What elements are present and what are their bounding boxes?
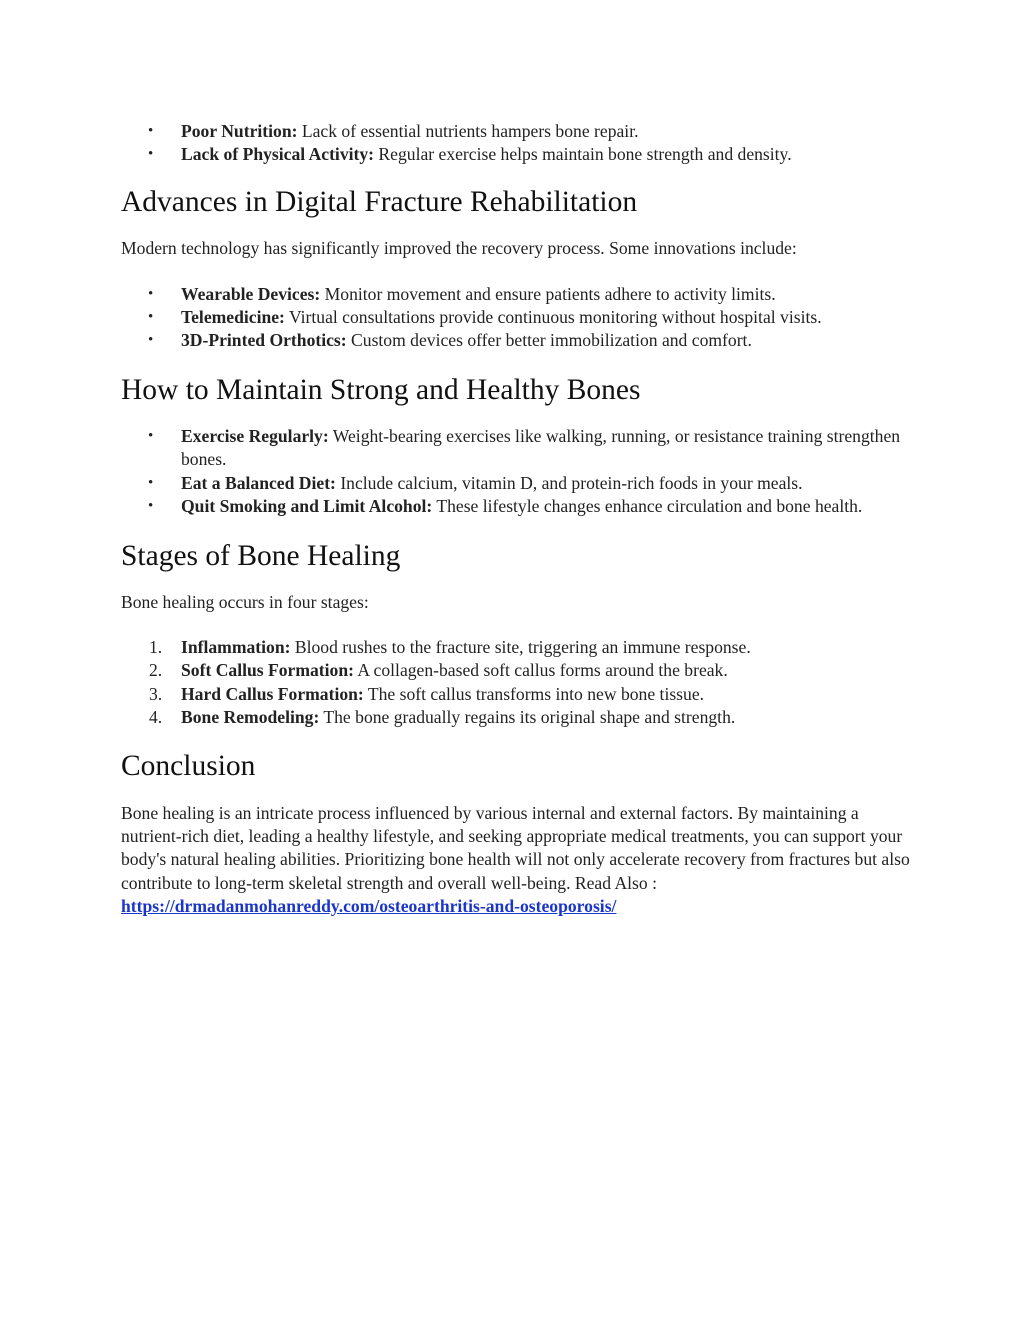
section-heading-advances: Advances in Digital Fracture Rehabilitation bbox=[121, 186, 638, 219]
section-heading-stages: Stages of Bone Healing bbox=[121, 540, 401, 573]
list-item-text: The bone gradually regains its original shape and strength. bbox=[319, 706, 736, 727]
list-item bbox=[121, 472, 911, 495]
list-item-term: Hard Callus Formation: bbox=[181, 683, 364, 704]
conclusion-text: Bone healing is an intricate process influenced by various internal and external factors. By maintaining a nutrient-rich diet, leading a healthy lifestyle, and seeking appropriate medical treatments, you can support your body's natural healing abilities. Prioritizing bone health will not only accelerate recovery from fractures but also contribute to long-term skeletal strength and overall well-being. Read Also : bbox=[121, 803, 910, 893]
list-item-term: Bone Remodeling: bbox=[181, 706, 320, 727]
list-item-term: Eat a Balanced Diet: bbox=[181, 472, 336, 493]
list-item-term: Poor Nutrition: bbox=[181, 121, 298, 141]
conclusion-paragraph bbox=[121, 802, 911, 918]
list-item-number: 1. bbox=[149, 637, 163, 658]
list-item bbox=[121, 120, 911, 143]
list-item-term: Inflammation: bbox=[181, 637, 291, 658]
list-item-term: Wearable Devices: bbox=[181, 283, 321, 304]
stages-list bbox=[121, 636, 911, 729]
list-item-text: These lifestyle changes enhance circulation and bone health. bbox=[432, 495, 863, 516]
list-item bbox=[121, 636, 911, 659]
list-item-text: Include calcium, vitamin D, and protein-rich foods in your meals. bbox=[335, 472, 803, 493]
section-heading-conclusion: Conclusion bbox=[121, 750, 256, 783]
list-item-number: 3. bbox=[149, 683, 163, 704]
list-item-text: Monitor movement and ensure patients adhere to activity limits. bbox=[320, 283, 776, 304]
stages-intro: Bone healing occurs in four stages: bbox=[121, 592, 369, 613]
nutrition-activity-list bbox=[121, 120, 911, 166]
list-item-text: Regular exercise helps maintain bone strength and density. bbox=[374, 144, 792, 165]
list-item-term: Soft Callus Formation: bbox=[181, 660, 354, 681]
list-item-number: 2. bbox=[149, 660, 163, 681]
list-item bbox=[121, 495, 911, 518]
section-heading-maintain: How to Maintain Strong and Healthy Bones bbox=[121, 374, 641, 407]
list-item-text: Custom devices offer better immobilization and comfort. bbox=[346, 330, 752, 351]
list-item bbox=[121, 683, 911, 706]
advances-list bbox=[121, 283, 911, 353]
list-item-number: 4. bbox=[149, 706, 163, 727]
list-item-text: Weight-bearing exercises like walking, running, or resistance training strengthen bones. bbox=[181, 426, 901, 470]
list-item bbox=[121, 706, 911, 729]
list-item-text: Virtual consultations provide continuous monitoring without hospital visits. bbox=[284, 306, 822, 327]
document-page bbox=[121, 120, 911, 918]
list-item-term: Exercise Regularly: bbox=[181, 426, 329, 447]
list-item bbox=[121, 659, 911, 682]
maintain-list bbox=[121, 425, 911, 518]
list-item bbox=[121, 425, 911, 471]
list-item-term: Quit Smoking and Limit Alcohol: bbox=[181, 495, 433, 516]
list-item bbox=[121, 143, 911, 166]
list-item-text: A collagen-based soft callus forms around the break. bbox=[354, 660, 728, 681]
list-item-text: Blood rushes to the fracture site, triggering an immune response. bbox=[290, 637, 751, 658]
list-item bbox=[121, 329, 911, 352]
read-also-link[interactable]: https://drmadanmohanreddy.com/osteoarthritis-and-osteoporosis/ bbox=[121, 895, 617, 916]
list-item-text: The soft callus transforms into new bone tissue. bbox=[363, 683, 705, 704]
list-item bbox=[121, 306, 911, 329]
list-item-term: Telemedicine: bbox=[181, 306, 285, 327]
list-item-term: 3D-Printed Orthotics: bbox=[181, 330, 347, 351]
list-item-text: Lack of essential nutrients hampers bone repair. bbox=[297, 121, 639, 141]
list-item-term: Lack of Physical Activity: bbox=[181, 144, 375, 165]
advances-intro: Modern technology has significantly improved the recovery process. Some innovations include: bbox=[121, 238, 797, 259]
list-item bbox=[121, 283, 911, 306]
